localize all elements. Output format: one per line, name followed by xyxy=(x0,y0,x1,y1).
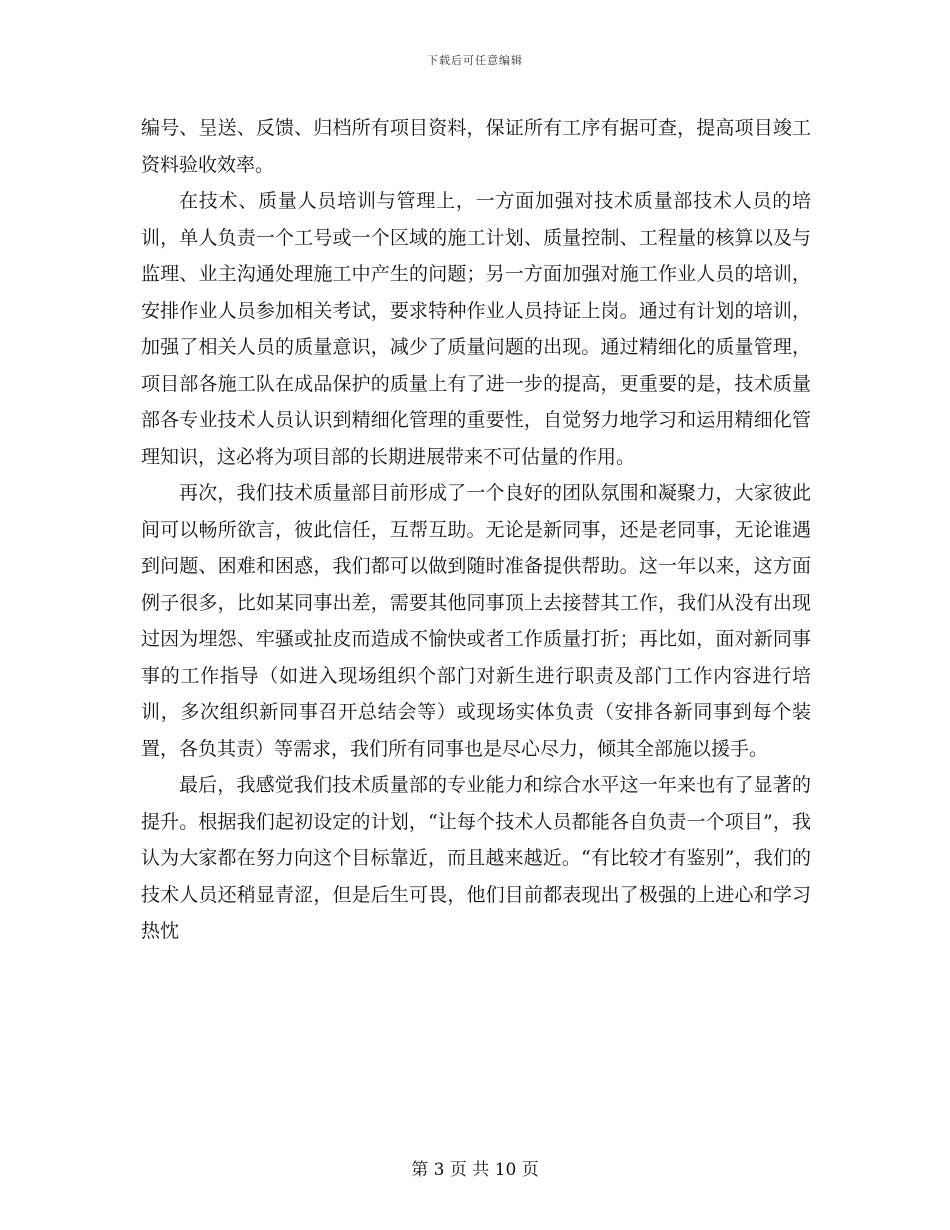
page-header: 下载后可任意编辑 xyxy=(427,54,523,67)
body-text xyxy=(141,110,811,950)
paragraph-1: 编号、呈送、反馈、归档所有项目资料，保证所有工序有据可查，提高项目竣工资料验收效率。 xyxy=(141,117,811,176)
paragraph-2: 在技术、质量人员培训与管理上，一方面加强对技术质量部技术人员的培训，单人负责一个工号或一个区域的施工计划、质量控制、工程量的核算以及与监理、业主沟通处理施工中产生的问题；另一方面加强对施工作业人员的培训，安排作业人员参加相关考试，要求特种作业人员持证上岗。通过有计划的培训，加强了相关人员的质量意识，减少了质量问题的出现。通过精细化的质量管理，项目部各施工队在成品保护的质量上有了进一步的提高，更重要的是，技术质量部各专业技术人员认识到精细化管理的重要性，自觉努力地学习和运用精细化管理知识，这必将为项目部的长期进展带来不可估量的作用。 xyxy=(141,190,811,468)
paragraph-4: 最后，我感觉我们技术质量部的专业能力和综合水平这一年来也有了显著的提升。根据我们起初设定的计划，“让每个技术人员都能各自负责一个项目”，我认为大家都在努力向这个目标靠近，而且越来越近。“有比较才有鉴别”，我们的技术人员还稍显青涩，但是后生可畏，他们目前都表现出了极强的上进心和学习热忱 xyxy=(141,774,811,942)
paragraph-3: 再次，我们技术质量部目前形成了一个良好的团队氛围和凝聚力，大家彼此间可以畅所欲言，彼此信任，互帮互助。无论是新同事，还是老同事，无论谁遇到问题、困难和困惑，我们都可以做到随时准备提供帮助。这一年以来，这方面例子很多，比如某同事出差，需要其他同事顶上去接替其工作，我们从没有出现过因为埋怨、牢骚或扯皮而造成不愉快或者工作质量打折；再比如，面对新同事事的工作指导（如进入现场组织个部门对新生进行职责及部门工作内容进行培训，多次组织新同事召开总结会等）或现场实体负责（安排各新同事到每个装置，各负其责）等需求，我们所有同事也是尽心尽力，倾其全部施以援手。 xyxy=(141,482,811,760)
page-footer: 第 3 页 共 10 页 xyxy=(411,1160,539,1180)
